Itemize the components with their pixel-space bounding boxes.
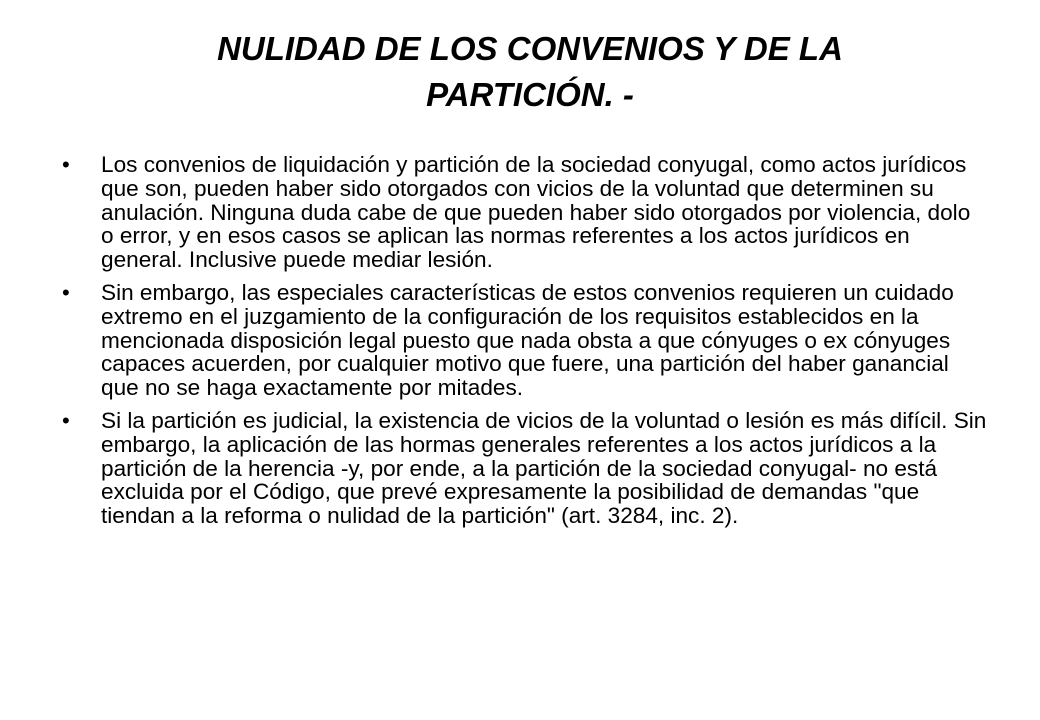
bullet-text: Los convenios de liquidación y partición de la sociedad conyugal, como actos jurídicos que son, pueden haber sido otorgados con vicios de la voluntad que determinen su anulación. Ninguna duda cabe de que pueden haber sido otorgados por violencia, dolo o error, y en esos casos se aplican las normas referentes a los actos jurídicos en general. Inclusive puede mediar lesión. xyxy=(101,152,971,273)
bullet-point-icon: • xyxy=(62,407,70,433)
bullet-item xyxy=(60,409,988,528)
bullet-text: Si la partición es judicial, la existencia de vicios de la voluntad o lesión es más difícil. Sin embargo, la aplicación de las hormas generales referentes a los actos jurídicos a la partición de la herencia -y, por ende, a la partición de la sociedad conyugal- no está excluida por el Código, que prevé expresamente la posibilidad de demandas "que tiendan a la reforma o nulidad de la partición" (art. 3284, inc. 2). xyxy=(101,407,987,529)
bullet-item xyxy=(60,153,988,272)
bullet-point-icon: • xyxy=(62,279,70,305)
bullet-point-icon: • xyxy=(62,152,70,177)
bullet-item xyxy=(60,281,988,400)
bullet-list xyxy=(60,153,988,537)
bullet-text: Sin embargo, las especiales características de estos convenios requieren un cuidado extremo en el juzgamiento de la configuración de los requisitos establecidos en la mencionada disposición legal puesto que nada obsta a que cónyuges o ex cónyuges capaces acuerden, por cualquier motivo que fuere, una partición del haber ganancial que no se haga exactamente por mitades. xyxy=(101,279,954,401)
slide-title: NULIDAD DE LOS CONVENIOS Y DE LA PARTICIÓN. - xyxy=(217,30,843,113)
